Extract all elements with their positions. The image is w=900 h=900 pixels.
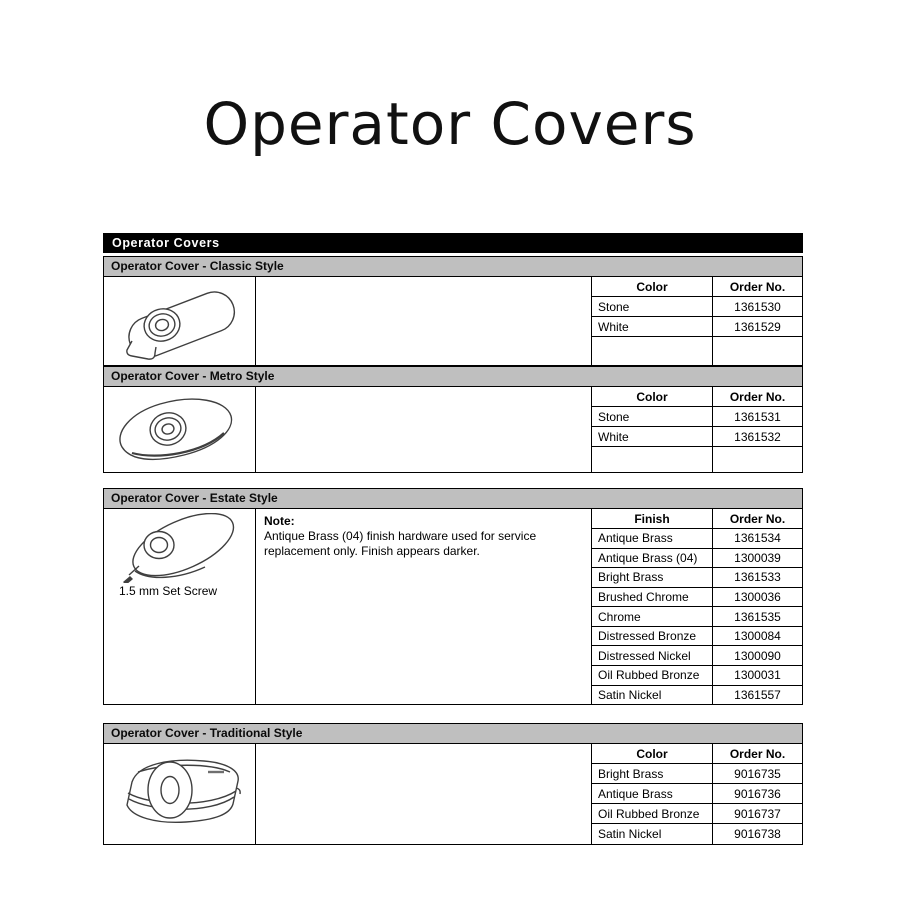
estate-note xyxy=(256,509,586,559)
order-cell: 1361529 xyxy=(734,319,781,334)
table-row xyxy=(592,784,802,804)
traditional-order-table xyxy=(592,744,802,844)
order-column-header: Order No. xyxy=(729,279,786,294)
order-cell: 1300036 xyxy=(734,589,781,604)
order-cell: 9016736 xyxy=(734,786,781,801)
order-cell: 1361534 xyxy=(734,531,781,546)
note-label: Note: xyxy=(264,514,295,528)
order-cell-empty xyxy=(713,337,802,365)
finish-cell: Distressed Nickel xyxy=(592,646,713,665)
table-row xyxy=(592,607,802,627)
order-cell: 9016738 xyxy=(734,827,781,841)
finish-cell: Distressed Bronze xyxy=(592,627,713,646)
table-row xyxy=(592,646,802,666)
color-cell: White xyxy=(592,317,713,336)
classic-illustration-cell xyxy=(104,277,256,365)
estate-cover-illustration xyxy=(109,513,251,583)
table-header-row xyxy=(592,277,802,297)
color-cell: Antique Brass xyxy=(592,784,713,803)
section-header-estate: Operator Cover - Estate Style xyxy=(103,488,803,508)
color-cell: White xyxy=(592,427,713,446)
classic-order-table xyxy=(592,277,802,365)
table-row xyxy=(592,588,802,608)
set-screw-label: 1.5 mm Set Screw xyxy=(119,584,218,598)
finish-cell: Antique Brass (04) xyxy=(592,549,713,568)
section-header-metro: Operator Cover - Metro Style xyxy=(103,366,803,386)
color-cell: Stone xyxy=(592,297,713,316)
table-row xyxy=(592,627,802,647)
order-cell: 1300084 xyxy=(734,629,781,644)
section-body-classic xyxy=(103,276,803,366)
table-row xyxy=(592,549,802,569)
table-filler-row xyxy=(592,447,802,472)
color-cell-empty xyxy=(592,447,713,472)
table-header-row xyxy=(592,744,802,764)
finish-cell: Chrome xyxy=(592,607,713,626)
table-row xyxy=(592,804,802,824)
color-cell: Bright Brass xyxy=(592,764,713,783)
table-row xyxy=(592,317,802,337)
metro-spacer-cell xyxy=(256,387,592,472)
color-cell: Stone xyxy=(592,407,713,426)
section-header-traditional: Operator Cover - Traditional Style xyxy=(103,723,803,743)
section-body-traditional xyxy=(103,743,803,845)
order-cell: 1300039 xyxy=(734,550,781,565)
color-column-header: Color xyxy=(592,744,713,763)
order-column-header: Order No. xyxy=(729,511,786,526)
metro-cover-illustration xyxy=(110,391,250,471)
page-title: Operator Covers xyxy=(203,90,697,158)
classic-cover-illustration xyxy=(110,281,250,365)
section-header-classic: Operator Cover - Classic Style xyxy=(103,256,803,276)
order-cell: 1300031 xyxy=(734,668,781,683)
estate-order-table xyxy=(592,509,802,704)
finish-cell: Brushed Chrome xyxy=(592,588,713,607)
table-row xyxy=(592,824,802,844)
table-row xyxy=(592,427,802,447)
table-filler-row xyxy=(592,337,802,365)
order-cell: 1361535 xyxy=(734,609,781,624)
section-body-metro xyxy=(103,386,803,473)
order-cell: 9016737 xyxy=(734,806,781,821)
classic-spacer-cell xyxy=(256,277,592,365)
traditional-spacer-cell xyxy=(256,744,592,844)
order-cell: 1361533 xyxy=(734,570,781,585)
traditional-illustration-cell xyxy=(104,744,256,844)
estate-illustration-cell xyxy=(104,509,256,704)
order-cell: 1300090 xyxy=(734,648,781,663)
order-column-header: Order No. xyxy=(729,746,786,761)
table-row xyxy=(592,297,802,317)
order-cell: 1361530 xyxy=(734,299,781,314)
finish-cell: Oil Rubbed Bronze xyxy=(592,666,713,685)
table-row xyxy=(592,568,802,588)
table-header-row xyxy=(592,509,802,529)
note-text: Antique Brass (04) finish hardware used for service replacement only. Finish appears darker. xyxy=(264,529,537,558)
finish-cell: Antique Brass xyxy=(592,529,713,548)
traditional-cover-illustration xyxy=(108,748,252,842)
table-row xyxy=(592,407,802,427)
finish-cell: Satin Nickel xyxy=(592,686,713,705)
order-cell: 1361531 xyxy=(734,409,781,424)
traditional-table xyxy=(103,723,803,845)
color-column-header: Color xyxy=(592,387,713,406)
metro-illustration-cell xyxy=(104,387,256,472)
order-cell: 9016735 xyxy=(734,766,781,781)
operator-covers-table xyxy=(103,233,803,473)
finish-cell: Bright Brass xyxy=(592,568,713,587)
order-cell-empty xyxy=(713,447,802,472)
color-cell-empty xyxy=(592,337,713,365)
order-cell: 1361532 xyxy=(734,429,781,444)
estate-note-cell xyxy=(256,509,592,704)
order-cell: 1361557 xyxy=(734,687,781,702)
table-row xyxy=(592,764,802,784)
color-cell: Oil Rubbed Bronze xyxy=(592,804,713,823)
order-column-header: Order No. xyxy=(729,389,786,404)
table-row xyxy=(592,666,802,686)
section-body-estate xyxy=(103,508,803,705)
color-column-header: Color xyxy=(592,277,713,296)
table-row xyxy=(592,529,802,549)
color-cell: Satin Nickel xyxy=(592,824,713,844)
estate-table xyxy=(103,488,803,705)
table-row xyxy=(592,686,802,705)
table-banner: Operator Covers xyxy=(103,233,803,253)
finish-column-header: Finish xyxy=(592,509,713,528)
metro-order-table xyxy=(592,387,802,472)
table-header-row xyxy=(592,387,802,407)
